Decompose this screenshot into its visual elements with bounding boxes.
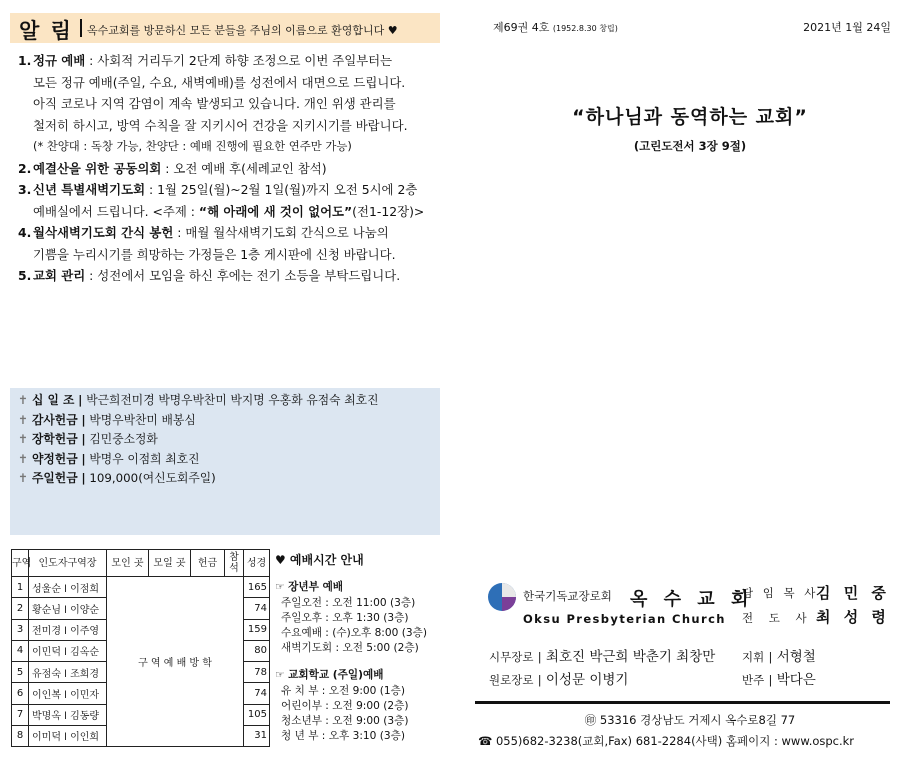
district-break-note: 구 역 예 배 방 학 xyxy=(107,577,244,747)
notice-item: 2. 예결산을 위한 공동의회 : 오전 예배 후(세례교인 참석) xyxy=(18,158,443,180)
church-logo-icon xyxy=(487,582,517,612)
notice-number: 2. xyxy=(18,160,32,176)
offering-names: 김민중소정화 xyxy=(89,432,158,447)
offering-names: 박명우박찬미 배봉심 xyxy=(89,412,196,427)
church-address: ㊞ 53316 경상남도 거제시 옥수로8길 77 xyxy=(584,713,796,727)
offering-row: ✝ 약정헌금 | 박명우 이점희 최호진 xyxy=(18,450,440,470)
cross-icon: ✝ xyxy=(18,393,28,407)
notice-text: (* 찬양대 : 독창 가능, 찬양단 : 예배 진행에 필요한 연주만 가능) xyxy=(33,139,352,153)
notice-text: 예배실에서 드립니다. <주제 : xyxy=(33,203,199,219)
issue-number: 제69권 4호 (1952.8.30 창립) xyxy=(493,21,618,34)
offering-row: ✝ 십 일 조 | 박근희전미경 박명우박찬미 박지명 우홍화 유점숙 최호진 xyxy=(18,391,440,411)
staff-names: 이성문 이병기 xyxy=(545,672,629,688)
staff-names: 서형철 xyxy=(776,649,816,665)
worship-time: 주일오후 : 오후 1:30 (3층) xyxy=(281,612,409,624)
church-name-ko: 옥 수 교 회 xyxy=(630,589,754,610)
divider xyxy=(475,701,890,704)
notice-text: 기쁨을 누리시기를 희망하는 가정들은 1층 게시판에 신청 바랍니다. xyxy=(33,246,396,262)
notice-number: 1. xyxy=(18,53,32,68)
notice-title: 알 림 xyxy=(19,19,73,43)
notice-divider xyxy=(80,19,82,37)
bible-chapter: 105 xyxy=(244,704,270,725)
notice-heading: 정규 예배 xyxy=(33,53,86,68)
staff-names: 박다은 xyxy=(776,672,816,688)
notice-text: 오전 예배 후(세례교인 참석) xyxy=(173,160,327,176)
cross-icon: ✝ xyxy=(18,471,28,486)
notice-text: 1월 25일(월)~2월 1일(월)까지 오전 5시에 2층 xyxy=(157,182,418,197)
notice-heading: 예결산을 위한 공동의회 xyxy=(33,160,162,176)
offering-label: 감사헌금 xyxy=(32,412,78,427)
staff-role: 시무장로 xyxy=(489,650,534,664)
church-name-en: Oksu Presbyterian Church xyxy=(523,612,726,626)
notice-number: 5. xyxy=(18,268,32,283)
evangelist-role: 전 도 사 xyxy=(742,611,813,625)
district-leader: 이미덕 l 이인희 xyxy=(29,725,107,746)
worship-time: 어린이부 : 오전 9:00 (2층) xyxy=(281,700,409,712)
notice-number: 4. xyxy=(18,225,32,240)
offering-label: 장학헌금 xyxy=(32,432,78,447)
bulletin-date: 2021년 1월 24일 xyxy=(803,21,891,34)
worship-time: 수요예배 : (수)오후 8:00 (3층) xyxy=(281,627,427,639)
table-header-row xyxy=(12,550,270,577)
worship-time: 청소년부 : 오전 9:00 (3층) xyxy=(281,715,409,727)
district-leader: 황순님 l 이양순 xyxy=(29,598,107,619)
pastor-name: 김 민 중 xyxy=(816,584,890,602)
notice-item: 3. 신년 특별새벽기도회 : 1월 25일(월)~2월 1일(월)까지 오전 5시에 2층 예배실에서 드립니다. <주제 : “해 아래에 새 것이 없어도”(전1-12장)> xyxy=(18,179,443,222)
offerings-box xyxy=(10,388,440,535)
notice-text: 아직 코로나 지역 감염이 계속 발생되고 있습니다. 개인 위생 관리를 xyxy=(33,96,396,111)
offering-row: ✝ 주일헌금 | 109,000(여신도회주일) xyxy=(18,469,440,489)
column-header: 참석 xyxy=(225,550,244,577)
district-leader: 박명옥 l 김동량 xyxy=(29,704,107,725)
district-leader: 이민덕 l 김옥순 xyxy=(29,640,107,661)
bible-chapter: 78 xyxy=(244,662,270,683)
offering-label: 약정헌금 xyxy=(32,451,78,466)
notice-header xyxy=(10,13,440,43)
notice-item: 4. 월삭새벽기도회 간식 봉헌 : 매월 월삭새벽기도회 간식으로 나눔의 기쁨을 누리시기를 희망하는 가정들은 1층 게시판에 신청 바랍니다. xyxy=(18,222,443,265)
district-number: 5 xyxy=(12,662,29,683)
staff-role: 지휘 xyxy=(742,650,765,664)
denomination: 한국기독교장로회 xyxy=(523,589,612,603)
cross-icon: ✝ xyxy=(18,451,28,466)
notice-number: 3. xyxy=(18,182,32,197)
district-leader: 유점숙 l 조희경 xyxy=(29,662,107,683)
notice-theme: “해 아래에 새 것이 없어도” xyxy=(198,203,353,219)
bible-chapter: 165 xyxy=(244,577,270,598)
district-leader: 성울순 l 이점희 xyxy=(29,577,107,598)
district-number: 1 xyxy=(12,577,29,598)
emeritus-row: 원로장로 | 이성문 이병기 xyxy=(489,672,629,688)
school-worship-title: ☞ 교회학교 (주일)예배 xyxy=(275,669,384,681)
offering-label: 주일헌금 xyxy=(32,471,78,486)
notice-text: (전1-12장)> xyxy=(352,203,425,219)
bible-chapter: 31 xyxy=(244,725,270,746)
notice-item: 1. 정규 예배 : 사회적 거리두기 2단계 하향 조정으로 이번 주일부터는 모든 정규 예배(주일, 수요, 새벽예배)를 성전에서 대면으로 드립니다. 아직 코로나 지역 감염이 계속 발생되고 있습니다. 개인 위생 관리를 철저히 하시고, 방역 수칙을 잘 지키시어 건강을 지키시기를 바랍니다. (* 찬양대 : 독창 가능, 찬양단 : 예배 진행에 필요한 연주만 가능) xyxy=(18,50,443,158)
district-number: 3 xyxy=(12,619,29,640)
worship-title: ♥ 예배시간 안내 xyxy=(275,553,364,567)
notice-heading: 교회 관리 xyxy=(33,268,86,283)
notice-heading: 월삭새벽기도회 간식 봉헌 xyxy=(33,225,174,240)
bible-chapter: 74 xyxy=(244,683,270,704)
district-number: 4 xyxy=(12,640,29,661)
offering-label: 십 일 조 xyxy=(32,393,75,407)
column-header: 성경 xyxy=(244,550,270,577)
notice-text: 사회적 거리두기 2단계 하향 조정으로 이번 주일부터는 xyxy=(97,53,393,68)
worship-time: 청 년 부 : 오후 3:10 (3층) xyxy=(281,730,405,742)
church-contact: ☎ 055)682-3238(교회,Fax) 681-2284(사택) 홈페이지 : www.ospc.kr xyxy=(478,734,855,748)
cross-icon: ✝ xyxy=(18,412,28,427)
offering-row: ✝ 감사헌금 | 박명우박찬미 배봉심 xyxy=(18,411,440,431)
cross-icon: ✝ xyxy=(18,432,28,447)
staff-role: 원로장로 xyxy=(489,673,534,687)
column-header: 모인 곳 xyxy=(107,550,149,577)
offering-names: 박근희전미경 박명우박찬미 박지명 우홍화 유점숙 최호진 xyxy=(86,393,379,407)
church-theme: “하나님과 동역하는 교회” xyxy=(572,106,808,128)
accompanist-row: 반주 | 박다은 xyxy=(742,672,816,688)
founded-date: (1952.8.30 창립) xyxy=(552,24,618,33)
column-header: 모일 곳 xyxy=(149,550,191,577)
district-number: 7 xyxy=(12,704,29,725)
worship-time: 주일오전 : 오전 11:00 (3층) xyxy=(281,597,416,609)
column-header: 인도자구역장 xyxy=(29,550,107,577)
worship-time: 유 치 부 : 오전 9:00 (1층) xyxy=(281,685,405,697)
notice-list xyxy=(18,50,443,287)
offering-names: 박명우 이점희 최호진 xyxy=(89,451,200,466)
adult-worship-title: ☞ 장년부 예배 xyxy=(275,581,344,593)
elders-row: 시무장로 | 최호진 박근희 박춘기 최창만 xyxy=(489,649,716,665)
worship-time: 새벽기도회 : 오전 5:00 (2층) xyxy=(281,642,419,654)
bible-chapter: 74 xyxy=(244,598,270,619)
notice-text: 철저히 하시고, 방역 수칙을 잘 지키시어 건강을 지키시기를 바랍니다. xyxy=(33,117,408,133)
notice-text: 성전에서 모임을 하신 후에는 전기 소등을 부탁드립니다. xyxy=(97,268,401,283)
notice-heading: 신년 특별새벽기도회 xyxy=(33,182,146,197)
pastor-role: 담 임 목 사 xyxy=(742,586,819,600)
theme-reference: (고린도전서 3장 9절) xyxy=(633,139,747,153)
notice-item: 5. 교회 관리 : 성전에서 모임을 하신 후에는 전기 소등을 부탁드립니다. xyxy=(18,265,443,287)
staff-role: 반주 xyxy=(742,673,765,687)
district-number: 2 xyxy=(12,598,29,619)
offering-names: 109,000(여신도회주일) xyxy=(89,471,216,486)
worship-times xyxy=(275,551,445,744)
column-header: 헌금 xyxy=(191,550,225,577)
staff-names: 최호진 박근희 박춘기 최창만 xyxy=(545,649,716,665)
district-number: 8 xyxy=(12,725,29,746)
district-leader: 전미경 l 이주영 xyxy=(29,619,107,640)
notice-welcome: 옥수교회를 방문하신 모든 분들을 주님의 이름으로 환영합니다 ♥ xyxy=(87,24,398,37)
table-row xyxy=(12,577,270,598)
district-worship-table xyxy=(11,549,270,747)
offering-row: ✝ 장학헌금 | 김민중소정화 xyxy=(18,430,440,450)
evangelist-name: 최 성 령 xyxy=(816,608,890,626)
column-header: 구역 xyxy=(12,550,29,577)
bible-chapter: 159 xyxy=(244,619,270,640)
district-number: 6 xyxy=(12,683,29,704)
conductor-row: 지휘 | 서형철 xyxy=(742,649,816,665)
district-leader: 이인복 l 이민자 xyxy=(29,683,107,704)
notice-text: 모든 정규 예배(주일, 수요, 새벽예배)를 성전에서 대면으로 드립니다. xyxy=(33,74,406,90)
bible-chapter: 80 xyxy=(244,640,270,661)
notice-text: 매월 월삭새벽기도회 간식으로 나눔의 xyxy=(185,225,389,240)
